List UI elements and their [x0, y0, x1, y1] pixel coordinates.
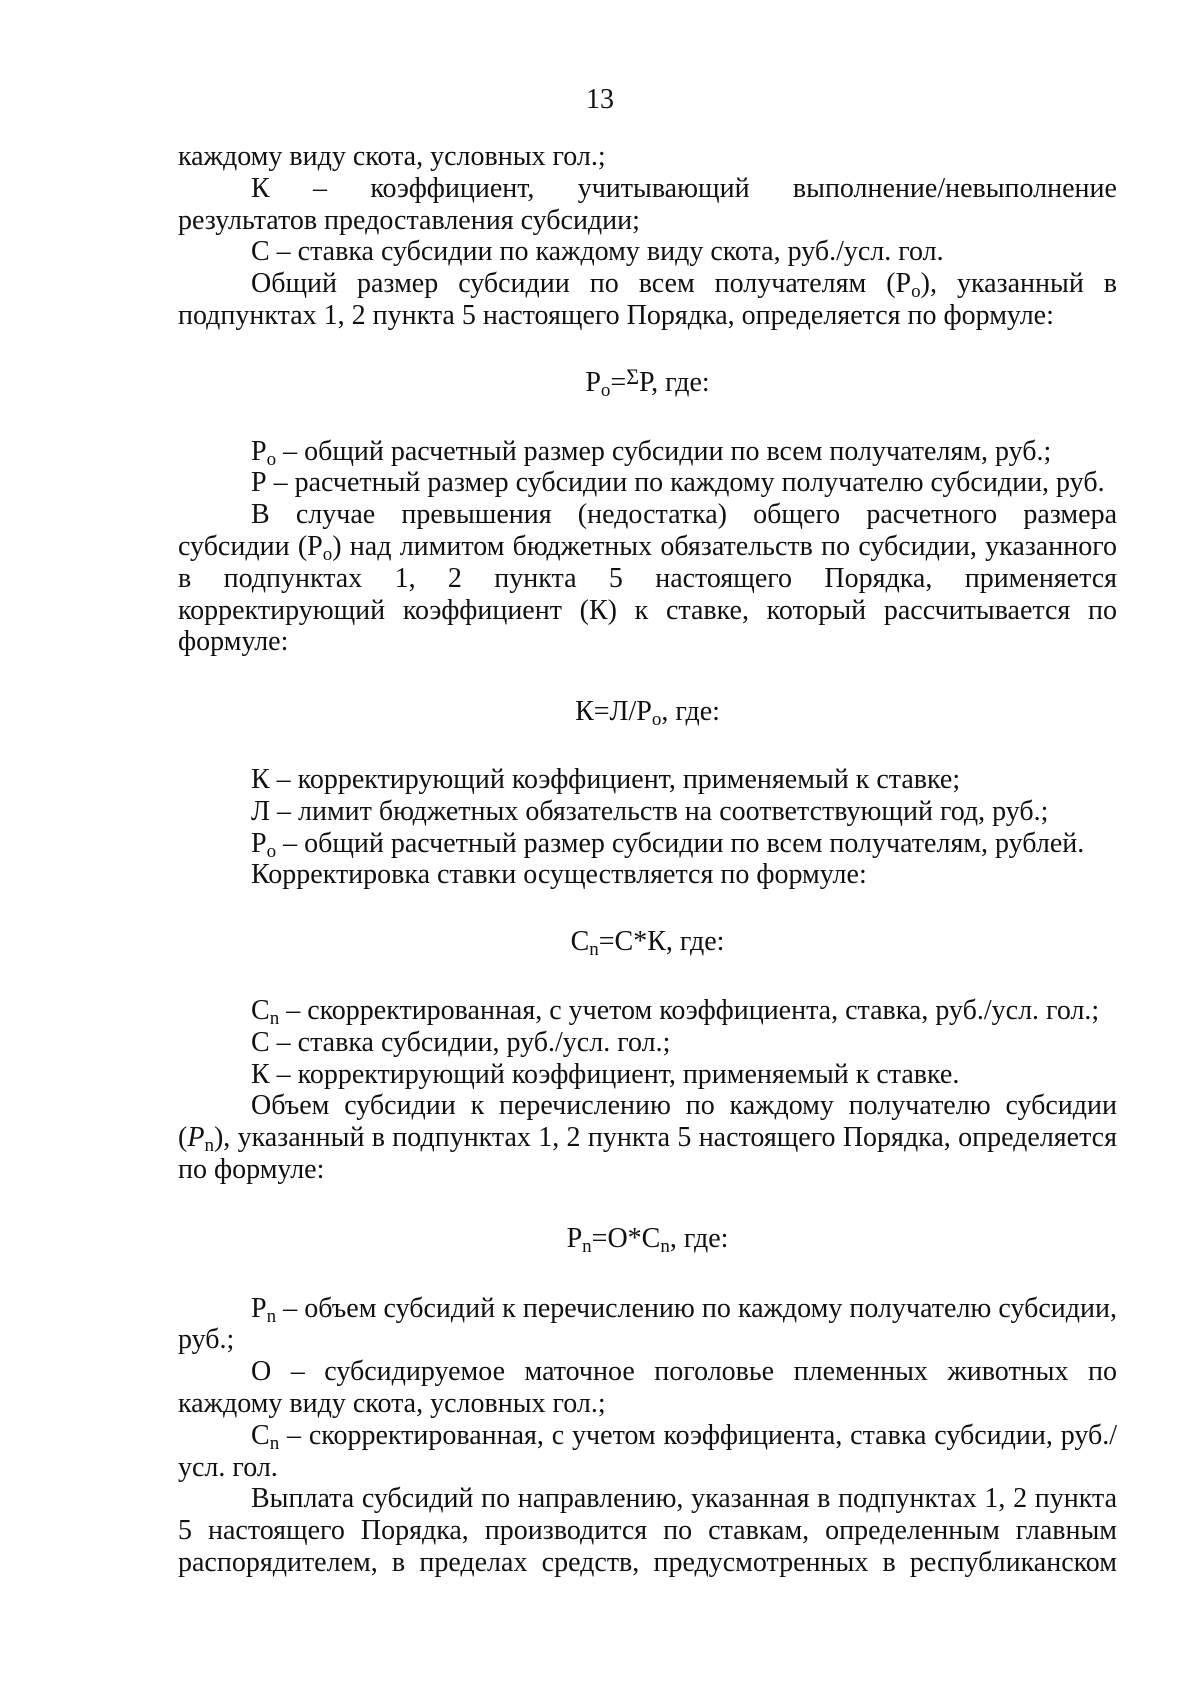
text: Р [251, 827, 267, 859]
text: С [570, 926, 590, 958]
text: Р [251, 435, 267, 467]
subscript: n [582, 1235, 592, 1257]
text: – общий расчетный размер субсидии по всем получателям, рублей. [276, 827, 1085, 859]
text: =С*К, где: [598, 926, 725, 958]
word: выполнение/невыполнение [792, 172, 1117, 204]
subscript: о [911, 281, 921, 303]
document-body [178, 141, 1117, 1579]
paragraph: каждому виду скота, условных гол.; [178, 141, 606, 172]
paragraph [178, 268, 1117, 332]
subscript: n [269, 1432, 280, 1454]
paragraph: К – корректирующий коэффициент, применяемый к ставке; [251, 763, 961, 795]
formula-coefficient [178, 696, 1117, 731]
subscript: о [266, 448, 277, 470]
subscript: о [651, 709, 662, 731]
paragraph: Выплата субсидий по направлению, указанная в подпунктах 1, 2 пункта 5 настоящего Порядка, производится по ставкам, определенным главным распорядителем, в пределах средств, предусмотренных в республиканском [178, 1483, 1117, 1578]
formula-payout [178, 1223, 1117, 1255]
paragraph [178, 1090, 1117, 1185]
text: – объем субсидий к перечислению по каждому получателю субсидии, руб.; [178, 1292, 1117, 1356]
subscript: о [322, 543, 333, 565]
text: С [251, 1419, 270, 1451]
word: коэффициент, [370, 172, 535, 204]
formula-corrected-rate [178, 926, 1117, 961]
paragraph [178, 828, 1117, 860]
paragraph [178, 1420, 1117, 1484]
paragraph [178, 436, 1117, 468]
word: – [313, 172, 328, 204]
paragraph: С – ставка субсидии, руб./усл. гол.; [251, 1026, 671, 1058]
text: Объем субсидии к перечислению по каждому получателю субсидии ( [178, 1090, 1117, 1154]
text: – общий расчетный размер субсидии по всем получателям, руб.; [276, 435, 1052, 467]
subscript: n [589, 939, 599, 961]
subscript: о [266, 840, 277, 862]
paragraph: С – ставка субсидии по каждому виду скота, руб./усл. гол. [251, 236, 944, 268]
text: =О*С [591, 1222, 661, 1254]
paragraph: К – корректирующий коэффициент, применяемый к ставке. [251, 1058, 960, 1090]
text: С [251, 994, 270, 1026]
text: Р [585, 366, 601, 398]
sigma-symbol: Σ [626, 363, 640, 389]
text: Общий размер субсидии по всем получателям (Р [251, 268, 912, 300]
text: К=Л/Р [575, 696, 652, 728]
text: – скорректированная, с учетом коэффициента, ставка субсидии, руб./усл. гол. [178, 1419, 1117, 1483]
word: учитывающий [577, 172, 750, 204]
text: – скорректированная, с учетом коэффициента, ставка, руб./усл. гол.; [279, 994, 1100, 1026]
text: Р [566, 1222, 583, 1254]
text: В случае превышения (недостатка) общего расчетного размера субсидии (Р [178, 499, 1117, 562]
subscript: n [660, 1235, 670, 1257]
paragraph [178, 995, 1117, 1027]
text: Р, где: [639, 366, 710, 398]
paragraph: Л – лимит бюджетных обязательств на соответствующий год, руб.; [251, 795, 1049, 827]
paragraph: Корректировка ставки осуществляется по формуле: [251, 859, 867, 891]
text: Р [251, 1292, 267, 1324]
text: = [610, 366, 627, 398]
text: ), указанный в подпунктах 1, 2 пункта 5 настоящего Порядка, определяется по формуле: [178, 268, 1118, 331]
subscript: n [266, 1305, 277, 1327]
text: ) над лимитом бюджетных обязательств по субсидии, указанного в подпунктах 1, 2 пункта 5 настоящего Порядка, применяется корректирующий коэффициент (К) к ставке, который рассчитывается по формуле: [178, 530, 1117, 658]
paragraph [178, 499, 1117, 658]
paragraph: Р – расчетный размер субсидии по каждому получателю субсидии, руб. [251, 467, 1105, 499]
k-definition-line [178, 173, 1117, 205]
paragraph [178, 1293, 1117, 1357]
text: ), указанный в подпунктах 1, 2 пункта 5 настоящего Порядка, определяется по формуле: [178, 1122, 1117, 1185]
text: , где: [669, 1222, 729, 1254]
formula-total-subsidy [178, 363, 1117, 401]
italic-text: Р [187, 1122, 205, 1154]
paragraph: результатов предоставления субсидии; [178, 204, 640, 236]
page-number: 13 [586, 84, 614, 115]
subscript: n [269, 1007, 280, 1029]
subscript: о [600, 379, 611, 401]
paragraph: О – субсидируемое маточное поголовье племенных животных по каждому виду скота, условных гол.; [178, 1356, 1117, 1419]
word: К [251, 172, 270, 204]
subscript: n [204, 1135, 214, 1157]
text: , где: [661, 696, 720, 728]
